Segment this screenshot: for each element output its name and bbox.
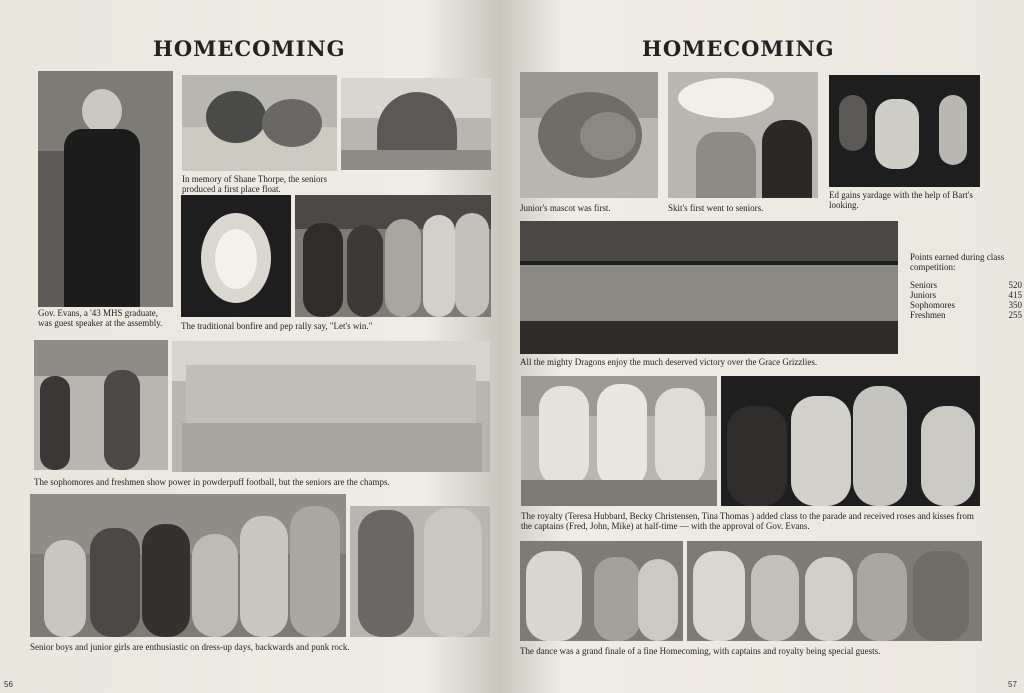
photo-skit bbox=[668, 72, 818, 198]
points-value: 350 bbox=[1008, 300, 1022, 310]
points-row bbox=[910, 290, 1022, 300]
photo-dance-2 bbox=[687, 541, 982, 641]
caption-skit: Skit's first went to seniors. bbox=[668, 203, 764, 213]
photo-float-1 bbox=[182, 75, 337, 171]
photo-float-2 bbox=[341, 78, 491, 170]
caption-royalty: The royalty (Teresa Hubbard, Becky Christensen, Tina Thomas ) added class to the parade and received roses and kisses from the captains (Fred, John, Mike) at half-time — with the approval of Gov. Evans. bbox=[521, 511, 974, 531]
photo-powderpuff-team bbox=[172, 341, 490, 472]
photo-guest-speaker bbox=[38, 71, 173, 307]
caption-dress-up: Senior boys and junior girls are enthusiastic on dress-up days, backwards and punk rock. bbox=[30, 642, 350, 652]
right-page-title: HOMECOMING bbox=[642, 36, 835, 61]
caption-float: In memory of Shane Thorpe, the seniors produced a first place float. bbox=[182, 174, 328, 194]
points-row bbox=[910, 280, 1022, 290]
photo-dance-1 bbox=[520, 541, 683, 641]
points-table bbox=[910, 252, 1022, 320]
points-class: Seniors bbox=[910, 280, 937, 290]
photo-dress-up-2 bbox=[350, 506, 490, 637]
caption-dance: The dance was a grand finale of a fine Homecoming, with captains and royalty being special guests. bbox=[520, 646, 881, 656]
points-class: Sophomores bbox=[910, 300, 955, 310]
page-number-right: 57 bbox=[1008, 680, 1017, 689]
photo-powderpuff-action bbox=[34, 340, 168, 470]
right-page bbox=[500, 0, 1024, 693]
photo-royalty bbox=[521, 376, 717, 506]
photo-captions-kiss bbox=[721, 376, 980, 506]
caption-dragons: All the mighty Dragons enjoy the much deserved victory over the Grace Grizzlies. bbox=[520, 357, 818, 367]
points-value: 255 bbox=[1008, 310, 1022, 320]
caption-yardage: Ed gains yardage with the help of Bart's looking. bbox=[829, 190, 973, 210]
photo-yardage bbox=[829, 75, 980, 187]
photo-dress-up-1 bbox=[30, 494, 346, 637]
photo-bonfire bbox=[181, 195, 291, 317]
caption-guest-speaker: Gov. Evans, a '43 MHS graduate, was guest speaker at the assembly. bbox=[38, 308, 163, 328]
points-value: 415 bbox=[1008, 290, 1022, 300]
caption-powderpuff: The sophomores and freshmen show power in powderpuff football, but the seniors are the champs. bbox=[34, 477, 390, 487]
left-page-title: HOMECOMING bbox=[153, 36, 346, 61]
points-class: Juniors bbox=[910, 290, 937, 300]
photo-mascot bbox=[520, 72, 658, 198]
page-number-left: 56 bbox=[4, 680, 13, 689]
caption-mascot: Junior's mascot was first. bbox=[520, 203, 611, 213]
points-row bbox=[910, 310, 1022, 320]
points-row bbox=[910, 300, 1022, 310]
left-page bbox=[0, 0, 500, 693]
photo-pep-rally bbox=[295, 195, 491, 317]
points-value: 520 bbox=[1008, 280, 1022, 290]
points-heading: Points earned during class competition: bbox=[910, 252, 1005, 272]
points-class: Freshmen bbox=[910, 310, 946, 320]
caption-bonfire: The traditional bonfire and pep rally say, "Let's win." bbox=[181, 321, 373, 331]
photo-dragons bbox=[520, 221, 898, 354]
